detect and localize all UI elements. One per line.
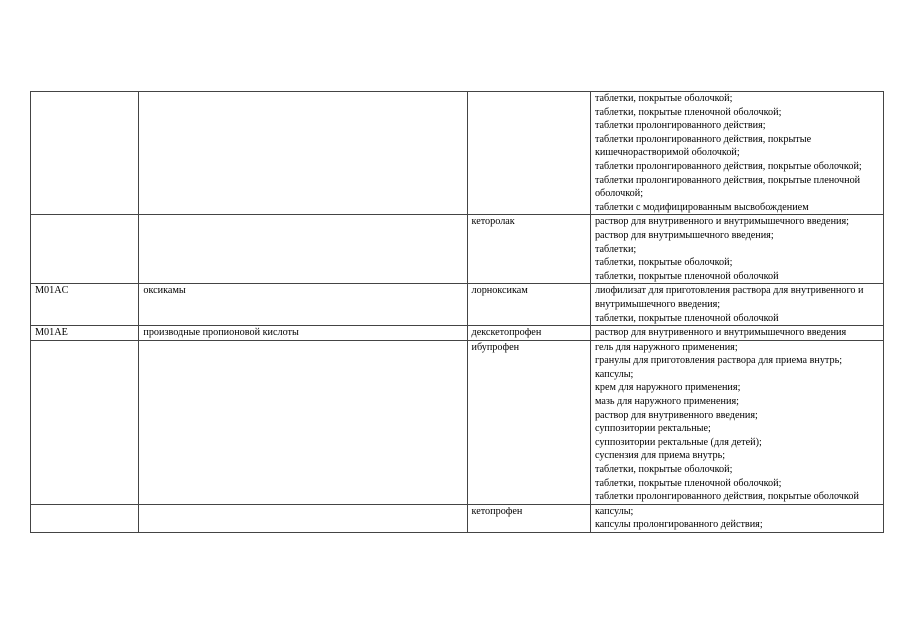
dosage-form: гранулы для приготовления раствора для приема внутрь; <box>594 355 843 367</box>
pharm-group-cell <box>139 326 467 341</box>
dosage-form: таблетки, покрытые пленочной оболочкой; <box>594 477 782 489</box>
atc-code-cell <box>31 504 139 532</box>
dosage-form: крем для наружного применения; <box>594 382 741 394</box>
table-row <box>31 92 884 215</box>
dosage-form: таблетки пролонгированного действия, покрытые оболочкой <box>594 491 859 503</box>
dosage-form: таблетки пролонгированного действия, покрытые пленочной оболочкой; <box>594 174 861 200</box>
dosage-form: таблетки с модифицированным высвобождением <box>594 201 809 213</box>
dosage-form: таблетки пролонгированного действия, покрытые кишечнорастворимой оболочкой; <box>594 133 812 159</box>
dosage-form: таблетки, покрытые оболочкой; <box>594 257 733 269</box>
dosage-forms-cell <box>590 92 883 215</box>
dosage-forms-cell <box>590 326 883 341</box>
dosage-form: мазь для наружного применения; <box>594 396 739 408</box>
dosage-forms-cell <box>590 284 883 326</box>
inn-cell <box>467 504 590 532</box>
dosage-form: гель для наружного применения; <box>594 341 738 353</box>
pharm-group-cell <box>139 284 467 326</box>
dosage-form: таблетки пролонгированного действия, покрытые оболочкой; <box>594 160 862 172</box>
atc-code-cell <box>31 92 139 215</box>
inn-name: ибупрофен <box>471 341 520 353</box>
dosage-form: раствор для внутривенного и внутримышечного введения; <box>594 216 850 228</box>
inn-cell <box>467 284 590 326</box>
dosage-form: суспензия для приема внутрь; <box>594 450 726 462</box>
inn-name: кетопрофен <box>471 505 523 517</box>
dosage-form: таблетки, покрытые пленочной оболочкой <box>594 270 779 282</box>
dosage-form: таблетки, покрытые оболочкой; <box>594 93 733 104</box>
pharm-group-cell <box>139 92 467 215</box>
pharm-group-cell <box>139 340 467 504</box>
atc-code-cell <box>31 340 139 504</box>
dosage-form: таблетки, покрытые пленочной оболочкой; <box>594 106 782 118</box>
table-row <box>31 326 884 341</box>
table-row <box>31 215 884 284</box>
dosage-form: капсулы; <box>594 368 634 380</box>
dosage-form: суппозитории ректальные (для детей); <box>594 436 762 448</box>
inn-name: декскетопрофен <box>471 327 542 339</box>
atc-code-cell <box>31 284 139 326</box>
table-row <box>31 504 884 532</box>
inn-cell <box>467 215 590 284</box>
table-row <box>31 340 884 504</box>
atc-code-cell <box>31 326 139 341</box>
table-row <box>31 284 884 326</box>
dosage-form: капсулы пролонгированного действия; <box>594 519 763 531</box>
dosage-form: раствор для внутримышечного введения; <box>594 229 774 241</box>
pharm-group: производные пропионовой кислоты <box>143 327 299 339</box>
inn-cell <box>467 92 590 215</box>
pharm-group-cell <box>139 215 467 284</box>
dosage-form: суппозитории ректальные; <box>594 423 711 435</box>
atc-code: M01AE <box>35 327 68 339</box>
dosage-forms-cell <box>590 215 883 284</box>
inn-name: кеторолак <box>471 216 515 228</box>
inn-name: лорноксикам <box>471 285 528 297</box>
inn-cell <box>467 340 590 504</box>
dosage-form: лиофилизат для приготовления раствора для внутривенного и внутримышечного введения; <box>594 285 864 310</box>
dosage-form: капсулы; <box>594 505 634 517</box>
table-body <box>31 92 884 533</box>
dosage-form: таблетки; <box>594 243 637 255</box>
inn-cell <box>467 326 590 341</box>
dosage-form: таблетки, покрытые пленочной оболочкой <box>594 312 779 324</box>
dosage-forms-cell <box>590 340 883 504</box>
dosage-form: таблетки, покрытые оболочкой; <box>594 464 733 476</box>
pharm-group-cell <box>139 504 467 532</box>
medicines-table <box>30 91 884 533</box>
dosage-form: таблетки пролонгированного действия; <box>594 120 766 132</box>
dosage-forms-cell <box>590 504 883 532</box>
pharm-group: оксикамы <box>143 285 186 297</box>
dosage-form: раствор для внутривенного введения; <box>594 409 758 421</box>
atc-code: M01AC <box>35 285 69 297</box>
dosage-form: раствор для внутривенного и внутримышечного введения <box>594 327 847 339</box>
atc-code-cell <box>31 215 139 284</box>
